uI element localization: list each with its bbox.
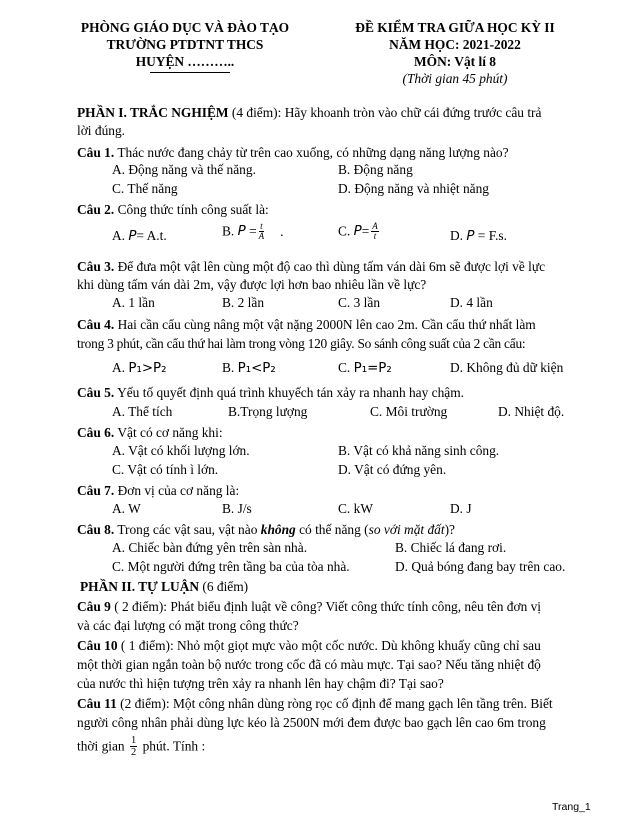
- question-text: Thác nước đang chảy từ trên cao xuống, có những dạng năng lượng nào?: [114, 145, 509, 160]
- part1-heading: [77, 104, 587, 121]
- formula-fraction: $\frac{t}{A}$: [258, 221, 265, 241]
- header-divider: [150, 72, 230, 73]
- question-label: Câu 9: [77, 599, 111, 614]
- question-label: Câu 10: [77, 638, 118, 653]
- q2-option-a: A. P= A.t.: [112, 228, 167, 244]
- school-year: NĂM HỌC: 2021-2022: [389, 37, 521, 52]
- question-5: [77, 384, 587, 401]
- q7-option-c: C. kW: [338, 501, 373, 516]
- part2-title: PHẦN II. TỰ LUẬN: [80, 579, 200, 594]
- exam-duration: (Thời gian 45 phút): [402, 71, 508, 86]
- part1-instruction-cont: lời đúng.: [77, 123, 125, 138]
- q2-option-d: D. P = F.s.: [450, 228, 507, 244]
- part2-heading: [80, 578, 590, 595]
- q8-option-a: A. Chiếc bàn đứng yên trên sàn nhà.: [112, 540, 308, 555]
- q3-option-d: D. 4 lần: [450, 295, 493, 310]
- question-3-cont: khi dùng tấm ván dài 2m, vậy được lợi hơn bao nhiêu lần về lực?: [77, 277, 427, 292]
- question-text: Hai cần cẩu cùng nâng một vật nặng 2000N lên cao 2m. Cần cẩu thứ nhất làm: [114, 317, 536, 332]
- question-label: Câu 1.: [77, 145, 115, 160]
- question-6: [77, 424, 587, 441]
- page-number: Trang_1: [552, 801, 591, 813]
- q8-option-b: B. Chiếc lá đang rơi.: [395, 540, 507, 555]
- q3-option-a: A. 1 lần: [112, 295, 155, 310]
- question-11-cont: người công nhân phải dùng lực kéo là 2500N mới đem được bao gạch lên cao 6m trong: [77, 715, 546, 730]
- question-2: [77, 201, 587, 218]
- question-text: ( 1 điểm): Nhỏ một giọt mực vào một cốc nước. Dù không khuấy cũng chỉ sau: [117, 638, 541, 653]
- q8-option-d: D. Quả bóng đang bay trên cao.: [395, 559, 566, 574]
- question-7: [77, 482, 587, 499]
- q1-option-a: A. Động năng và thế năng.: [112, 162, 256, 177]
- q4-option-d: D. Không đủ dữ kiện: [450, 360, 564, 375]
- question-label: Câu 11: [77, 696, 117, 711]
- emphasis-word: không: [260, 522, 296, 537]
- question-8: Câu 8. Trong các vật sau, vật nào không có thế năng (so với mặt đất)?: [77, 522, 455, 537]
- question-10-cont-2: của nước thì hiện tượng trên xảy ra nhanh lên hay chậm đi? Tại sao?: [77, 676, 444, 691]
- question-text: ( 2 điểm): Phát biểu định luật về công? Viết công thức tính công, nêu tên đơn vị: [110, 599, 542, 614]
- part2-points: (6 điểm): [199, 579, 249, 594]
- q3-option-c: C. 3 lần: [338, 295, 381, 310]
- question-label: Câu 8.: [77, 522, 115, 537]
- department-name: PHÒNG GIÁO DỤC VÀ ĐÀO TẠO: [80, 20, 290, 35]
- question-11-cont-2: thời gian $\frac{1}{2}$ phút. Tính :: [77, 735, 206, 758]
- school-name: TRƯỜNG PTDTNT THCS: [106, 37, 264, 52]
- time-fraction: $\frac{1}{2}$: [130, 735, 137, 758]
- q7-option-a: A. W: [112, 501, 141, 516]
- question-11: [77, 695, 587, 712]
- question-label: Câu 7.: [77, 483, 115, 498]
- question-4: [77, 316, 587, 333]
- question-9: [77, 598, 587, 615]
- question-10: [77, 637, 587, 654]
- question-9-cont: và các đại lượng có mặt trong công thức?: [77, 618, 299, 633]
- q6-option-d: D. Vật có đứng yên.: [338, 462, 447, 477]
- question-label: Câu 3.: [77, 259, 115, 274]
- question-1: [77, 144, 587, 161]
- question-label: Câu 4.: [77, 317, 115, 332]
- question-10-cont-1: một thời gian ngắn toàn bộ nước trong cốc đã có màu mực. Tại sao? Nếu tăng nhiệt độ: [77, 657, 541, 672]
- question-text: Yếu tố quyết định quá trình khuyếch tán xảy ra nhanh hay chậm.: [114, 385, 465, 400]
- q3-option-b: B. 2 lần: [222, 295, 265, 310]
- question-label: Câu 2.: [77, 202, 115, 217]
- q4-option-a: A. P₁>P₂: [112, 360, 167, 376]
- q2-option-b: B. P = $\frac{t}{A}$ .: [222, 221, 284, 241]
- question-text: Vật có cơ năng khi:: [114, 425, 223, 440]
- q4-option-c: C. P₁=P₂: [338, 360, 392, 376]
- q1-option-c: C. Thế năng: [112, 181, 178, 196]
- subject: MÔN: Vật lí 8: [414, 54, 496, 69]
- question-text: Công thức tính công suất là:: [114, 202, 269, 217]
- q6-option-a: A. Vật có khối lượng lớn.: [112, 443, 250, 458]
- q6-option-b: B. Vật có khả năng sinh công.: [338, 443, 500, 458]
- question-text: Đơn vị của cơ năng là:: [114, 483, 240, 498]
- question-label: Câu 5.: [77, 385, 115, 400]
- exam-title: ĐỀ KIỂM TRA GIỮA HỌC KỲ II: [355, 20, 555, 35]
- q6-option-c: C. Vật có tính ì lớn.: [112, 462, 219, 477]
- question-text: Để đưa một vật lên cùng một độ cao thì dùng tấm ván dài 6m sẽ được lợi về lực: [114, 259, 546, 274]
- q7-option-b: B. J/s: [222, 501, 252, 516]
- district-name: HUYỆN ………..: [135, 54, 235, 69]
- formula-fraction: $\frac{A}{t}$: [372, 221, 378, 241]
- q7-option-d: D. J: [450, 501, 472, 516]
- question-text: (2 điểm): Một công nhân dùng ròng rọc cố định để mang gạch lên tầng trên. Biết: [116, 696, 553, 711]
- part1-title: PHẦN I. TRẮC NGHIỆM: [77, 105, 229, 120]
- part1-instruction: Hãy khoanh tròn vào chữ cái đứng trước câu trả: [284, 105, 542, 120]
- q8-option-c: C. Một người đứng trên tầng ba của tòa nhà.: [112, 559, 350, 574]
- q5-option-b: B.Trọng lượng: [228, 404, 308, 419]
- question-4-cont: trong 3 phút, cần cẩu thứ hai làm trong vòng 120 giây. So sánh công suất của 2 cần cẩu:: [77, 336, 526, 351]
- q4-option-b: B. P₁<P₂: [222, 360, 276, 376]
- question-label: Câu 6.: [77, 425, 115, 440]
- question-3: [77, 258, 587, 275]
- q5-option-c: C. Môi trường: [370, 404, 448, 419]
- q5-option-d: D. Nhiệt độ.: [498, 404, 565, 419]
- q5-option-a: A. Thể tích: [112, 404, 173, 419]
- q2-option-c: C. P= $\frac{A}{t}$: [338, 221, 378, 241]
- part1-points: (4 điểm):: [228, 105, 285, 120]
- q1-option-b: B. Động năng: [338, 162, 413, 177]
- q1-option-d: D. Động năng và nhiệt năng: [338, 181, 489, 196]
